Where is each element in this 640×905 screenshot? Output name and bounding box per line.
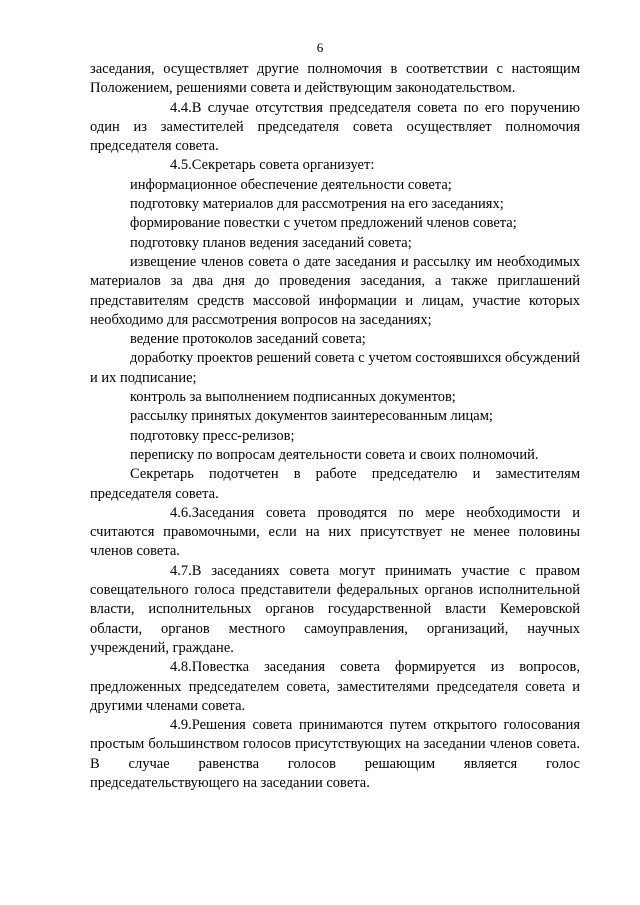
paragraph xyxy=(90,407,580,426)
paragraph-text: подготовку планов ведения заседаний совета; xyxy=(130,234,412,251)
paragraph xyxy=(90,99,580,157)
paragraph xyxy=(90,427,580,446)
paragraph xyxy=(90,716,580,793)
paragraph-text: контроль за выполнением подписанных документов; xyxy=(130,389,456,406)
paragraph xyxy=(90,388,580,407)
clause-number: 4.4. xyxy=(170,99,192,116)
paragraph xyxy=(90,658,580,716)
paragraph-text: Заседания совета проводятся по мере необходимости и считаются правомочными, если на них присутствует не менее половины членов совета. xyxy=(90,504,580,560)
paragraph-text: В случае отсутствия председателя совета по его поручению один из заместителей председателя совета осуществляет полномочия председателя совета. xyxy=(90,99,580,155)
clause-number: 4.5. xyxy=(170,157,192,174)
paragraph xyxy=(90,562,580,658)
clause-number: 4.8. xyxy=(170,659,192,676)
paragraph-text: заседания, осуществляет другие полномочия в соответствии с настоящим Положением, решениями совета и действующим законодательством. xyxy=(90,61,580,97)
paragraph-text: Решения совета принимаются путем открытого голосования простым большинством голосов присутствующих на заседании членов совета. В случае равенства голосов решающим является голос председательствующего на заседании совета. xyxy=(90,717,580,791)
paragraph xyxy=(90,446,580,465)
paragraph-text: Повестка заседания совета формируется из вопросов, предложенных председателем совета, заместителями председателя совета и другими членами совета. xyxy=(90,659,580,714)
paragraph xyxy=(90,156,580,175)
document-body xyxy=(90,60,580,793)
paragraph xyxy=(90,465,580,504)
paragraph xyxy=(90,176,580,195)
paragraph xyxy=(90,234,580,253)
paragraph-text: рассылку принятых документов заинтересованным лицам; xyxy=(130,408,493,425)
paragraph-text: ведение протоколов заседаний совета; xyxy=(130,331,366,348)
paragraph xyxy=(90,349,580,388)
paragraph xyxy=(90,253,580,330)
paragraph-text: Секретарь совета организует: xyxy=(191,157,375,174)
clause-number: 4.7. xyxy=(170,562,192,579)
paragraph-text: доработку проектов решений совета с учетом состоявшихся обсуждений и их подписание; xyxy=(90,350,580,386)
paragraph-text: подготовку материалов для рассмотрения на его заседаниях; xyxy=(130,196,504,213)
paragraph-text: подготовку пресс-релизов; xyxy=(130,427,295,444)
paragraph-text: В заседаниях совета могут принимать участие с правом совещательного голоса представители федеральных органов исполнительной власти, исполнительных органов государственной власти Кемеровской области, органов местного самоуправления, организаций, научных учреждений, граждане. xyxy=(90,562,580,656)
paragraph-text: Секретарь подотчетен в работе председателю и заместителям председателя совета. xyxy=(90,466,580,502)
paragraph-text: извещение членов совета о дате заседания и рассылку им необходимых материалов за два дня до проведения заседания, а также приглашений представителям средств массовой информации и лицам, участие которых необходимо для рассмотрения вопросов на заседаниях; xyxy=(90,253,580,328)
paragraph-text: формирование повестки с учетом предложений членов совета; xyxy=(130,215,517,232)
paragraph xyxy=(90,60,580,99)
paragraph xyxy=(90,504,580,562)
page-number: 6 xyxy=(316,40,324,55)
paragraph-text: информационное обеспечение деятельности совета; xyxy=(130,176,452,193)
clause-number: 4.6. xyxy=(170,504,192,521)
clause-number: 4.9. xyxy=(170,717,192,734)
paragraph xyxy=(90,330,580,349)
paragraph-text: переписку по вопросам деятельности совета и своих полномочий. xyxy=(130,446,539,463)
paragraph xyxy=(90,195,580,214)
paragraph xyxy=(90,214,580,233)
